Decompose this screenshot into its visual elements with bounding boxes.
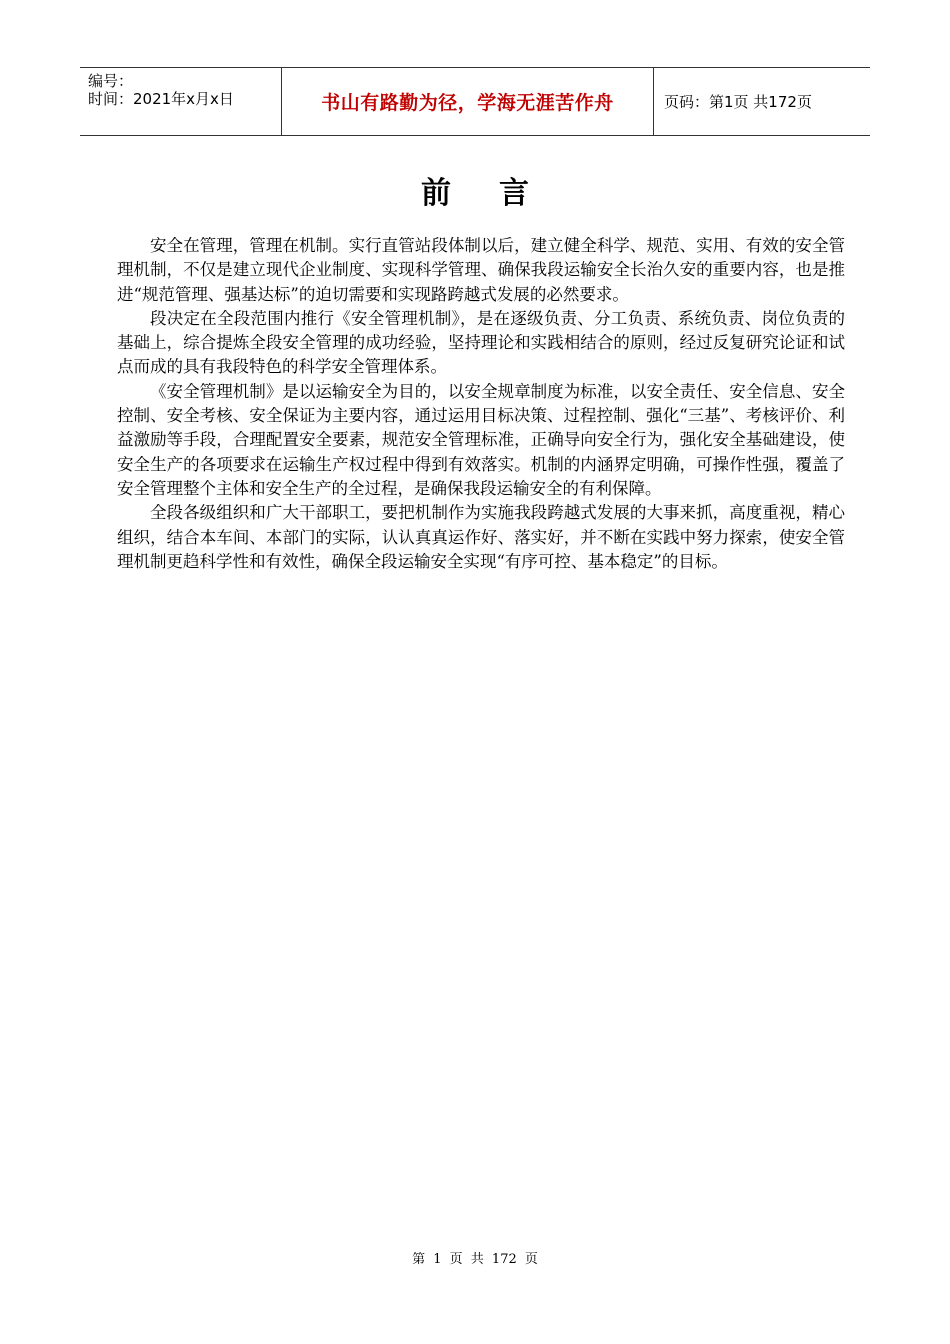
document-number-label: 编号： <box>88 72 134 90</box>
page-footer: 第 1 页 共 172 页 <box>412 1252 538 1267</box>
header-motto: 书山有路勤为径，学海无涯苦作舟 <box>282 68 654 135</box>
paragraph: 段决定在全段范围内推行《安全管理机制》，是在逐级负责、分工负责、系统负责、岗位负责的基础上，综合提炼全段安全管理的成功经验，坚持理论和实践相结合的原则，经过反复研究论证和试点而成的具有我段特色的科学安全管理体系。 <box>117 308 845 377</box>
preface-body <box>117 234 845 574</box>
document-date: 时间：2021年x月x日 <box>88 90 234 108</box>
paragraph: 全段各级组织和广大干部职工，要把机制作为实施我段跨越式发展的大事来抓，高度重视，精心组织，结合本车间、本部门的实际，认认真真运作好、落实好，并不断在实践中努力探索，使安全管理机制更趋科学性和有效性，确保全段运输安全实现“有序可控、基本稳定”的目标。 <box>117 503 845 571</box>
paragraph: 《安全管理机制》是以运输安全为目的，以安全规章制度为标准，以安全责任、安全信息、安全控制、安全考核、安全保证为主要内容，通过运用目标决策、过程控制、强化“三基”、考核评价、利益激励等手段，合理配置安全要素，规范安全管理标准，正确导向安全行为，强化安全基础建设，使安全生产的各项要求在运输生产权过程中得到有效落实。机制的内涵界定明确，可操作性强，覆盖了安全管理整个主体和安全生产的全过程，是确保我段运输安全的有利保障。 <box>117 381 845 498</box>
page-header <box>80 67 870 136</box>
header-page-info: 页码：第1页 共172页 <box>664 93 812 111</box>
header-meta <box>80 68 282 135</box>
paragraph: 安全在管理，管理在机制。实行直管站段体制以后，建立健全科学、规范、实用、有效的安全管理机制，不仅是建立现代企业制度、实现科学管理、确保我段运输安全长治久安的重要内容，也是推进“规范管理、强基达标”的迫切需要和实现路跨越式发展的必然要求。 <box>117 236 845 304</box>
page-title: 前言 <box>421 176 577 211</box>
